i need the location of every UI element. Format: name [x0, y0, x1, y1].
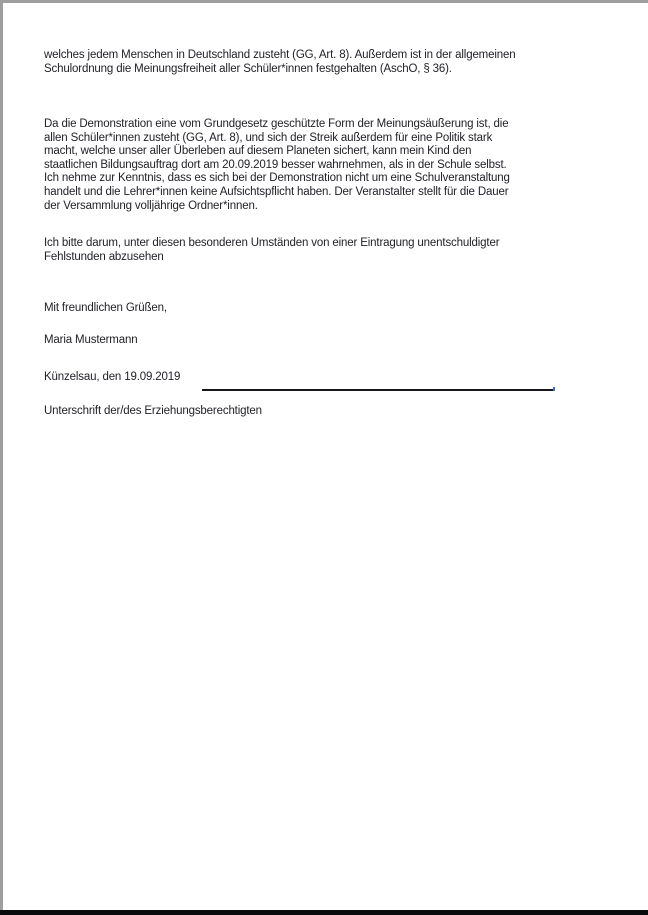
closing-salutation: [44, 302, 167, 316]
text-line: handelt und die Lehrer*innen keine Aufsichtspflicht haben. Der Veranstalter stellt für die Dauer: [44, 185, 509, 198]
paragraph-legal-basis: [44, 49, 516, 76]
paragraph-justification: [44, 118, 510, 213]
place-date-line: [44, 371, 180, 385]
text-line: Unterschrift der/des Erziehungsberechtigten: [44, 405, 262, 417]
signature-role-label: [44, 405, 262, 419]
text-line: staatlichen Bildungsauftrag dort am 20.09.2019 besser wahrnehmen, als in der Schule selbst.: [44, 158, 507, 171]
text-line: welches jedem Menschen in Deutschland zusteht (GG, Art. 8). Außerdem ist in der allgemeinen: [44, 49, 516, 61]
text-line: Schulordnung die Meinungsfreiheit aller Schüler*innen festgehalten (AschO, § 36).: [44, 62, 452, 75]
signature-blank-line[interactable]: [202, 389, 553, 391]
text-line: Maria Mustermann: [44, 334, 138, 346]
page-top-edge: [0, 0, 648, 3]
paragraph-request: [44, 237, 499, 264]
text-line: Da die Demonstration eine vom Grundgesetz geschützte Form der Meinungsäußerung ist, die: [44, 118, 509, 130]
sender-name: [44, 334, 137, 348]
text-line: Mit freundlichen Grüßen,: [44, 302, 167, 314]
text-line: Fehlstunden abzusehen: [44, 250, 164, 263]
caret-mark: [553, 387, 555, 391]
page-left-edge: [0, 0, 3, 915]
text-line: macht, welche unser aller Überleben auf diesem Planeten sichert, kann mein Kind den: [44, 145, 472, 158]
page-bottom-edge: [0, 910, 648, 915]
text-line: Ich nehme zur Kenntnis, dass es sich bei der Demonstration nicht um eine Schulveranstaltung: [44, 172, 510, 185]
text-line: der Versammlung volljährige Ordner*innen.: [44, 199, 258, 212]
text-line: Ich bitte darum, unter diesen besonderen Umständen von einer Eintragung unentschuldigter: [44, 237, 500, 249]
text-line: Künzelsau, den 19.09.2019: [44, 371, 181, 383]
text-line: allen Schüler*innen zusteht (GG, Art. 8), und sich der Streik außerdem für eine Politik stark: [44, 131, 493, 144]
